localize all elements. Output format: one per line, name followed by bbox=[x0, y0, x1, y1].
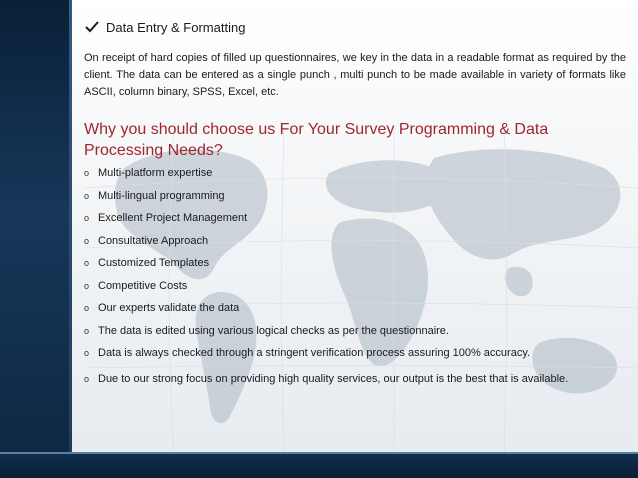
left-sidebar-band bbox=[0, 0, 72, 478]
list-item: o Consultative Approach bbox=[84, 234, 626, 257]
checkmark-icon bbox=[84, 20, 100, 34]
list-item: o The data is edited using various logical checks as per the questionnaire. bbox=[84, 324, 626, 347]
section-heading bbox=[84, 18, 626, 36]
bullet-icon: o bbox=[84, 168, 90, 178]
why-title: Why you should choose us For Your Survey Programming & Data Processing Needs? bbox=[84, 121, 549, 159]
bullet-icon: o bbox=[84, 258, 90, 268]
list-item: o Data is always checked through a stringent verification process assuring 100% accuracy. bbox=[84, 346, 626, 369]
bullet-icon: o bbox=[84, 325, 90, 336]
bullet-icon: o bbox=[84, 213, 90, 223]
bullet-icon: o bbox=[84, 280, 90, 291]
list-item: o Excellent Project Management bbox=[84, 211, 626, 234]
benefits-list bbox=[84, 166, 626, 386]
bullet-icon: o bbox=[84, 190, 90, 201]
list-item: o Multi-lingual programming bbox=[84, 189, 626, 212]
section-paragraph: On receipt of hard copies of filled up questionnaires, we key in the data in a readable format as required by the client. The data can be entered as a single punch , multi punch to be made available in variety of formats like ASCII, column binary, SPSS, Excel, etc. bbox=[84, 52, 626, 98]
bottom-band bbox=[0, 452, 638, 478]
list-item: o Competitive Costs bbox=[84, 279, 626, 302]
bullet-icon: o bbox=[84, 303, 90, 313]
bullet-icon: o bbox=[84, 373, 90, 384]
bullet-icon: o bbox=[84, 235, 90, 246]
list-item: o Customized Templates bbox=[84, 256, 626, 279]
list-item: o Due to our strong focus on providing high quality services, our output is the best that is available. bbox=[84, 372, 569, 385]
list-item: o Multi-platform expertise bbox=[84, 166, 626, 189]
content-area bbox=[84, 18, 626, 386]
bullet-icon: o bbox=[84, 348, 90, 358]
list-item: o Our experts validate the data bbox=[84, 301, 626, 324]
section-heading-text: Data Entry & Formatting bbox=[106, 19, 246, 35]
